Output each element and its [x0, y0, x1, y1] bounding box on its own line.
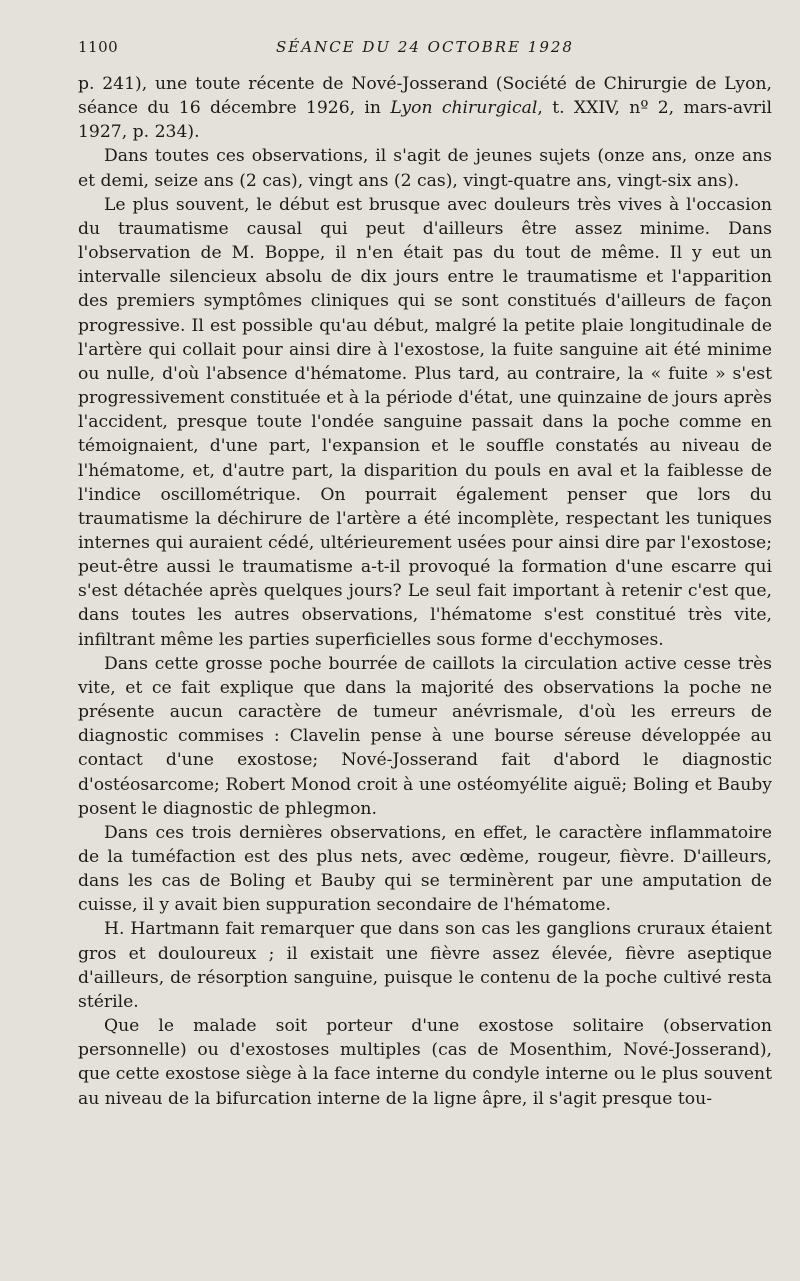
paragraph: Que le malade soit porteur d'une exostose solitaire (observation personnelle) ou d'exostoses multiples (cas de Mosenthim, Nové-Josserand), que cette exostose siège à la face interne du condyle interne ou le plus souvent au niveau de la bifurcation interne de la ligne âpre, il s'agit presque tou-: [78, 1016, 772, 1109]
paragraph-text: , t. XXIV, nº 2, mars-avril 1927, p. 234).: [78, 98, 773, 143]
page-header: [78, 34, 772, 64]
paragraph: Dans cette grosse poche bourrée de caillots la circulation active cesse très vite, et ce fait explique que dans la majorité des observations la poche ne présente aucun caractère de tumeur anévrismale, d'où les erreurs de diagnostic commises : Clavelin pense à une bourse séreuse développée au contact d'une exostose; Nové-Josserand fait d'abord le diagnostic d'ostéosarcome; Robert Monod croit à une ostéomyélite aiguë; Boling et Bauby posent le diagnostic de phlegmon.: [78, 653, 772, 819]
paragraph: Dans toutes ces observations, il s'agit de jeunes sujets (onze ans, onze ans et demi, seize ans (2 cas), vingt ans (2 cas), vingt-quatre ans, vingt-six ans).: [78, 146, 772, 191]
body-text: [78, 72, 772, 1111]
paragraph: Le plus souvent, le début est brusque avec douleurs très vives à l'occasion du traumatisme causal qui peut d'ailleurs être assez minime. Dans l'observation de M. Boppe, il n'en était pas du tout de même. Il y eut un intervalle silencieux absolu de dix jours entre le traumatisme et l'apparition des premiers symptômes cliniques qui se sont constitués d'ailleurs de façon progressive. Il est possible qu'au début, malgré la petite plaie longitudinale de l'artère qui collait pour ainsi dire à l'exostose, la fuite sanguine ait été minime ou nulle, d'où l'absence d'hématome. Plus tard, au contraire, la « fuite » s'est progressivement constituée et à la période d'état, une quinzaine de jours après l'accident, presque toute l'ondée sanguine passait dans la poche comme en témoignaient, d'une part, l'expansion et le souffle constatés au niveau de l'hématome, et, d'autre part, la disparition du pouls en aval et la faiblesse de l'indice oscillométrique. On pourrait également penser que lors du traumatisme la déchirure de l'artère a été incomplète, respectant les tuniques internes qui auraient cédé, ultérieurement usées pour ainsi dire par l'exostose; peut-être aussi le traumatisme a-t-il provoqué la formation d'une escarre qui s'est détachée après quelques jours? Le seul fait important à retenir c'est que, dans toutes les autres observations, l'hématome s'est constitué très vite, infiltrant même les parties superficielles sous forme d'ecchymoses.: [78, 194, 772, 650]
paragraph: Dans ces trois dernières observations, en effet, le caractère inflammatoire de la tuméfaction est des plus nets, avec œdème, rougeur, fièvre. D'ailleurs, dans les cas de Boling et Bauby qui se terminèrent par une amputation de cuisse, il y avait bien suppuration secondaire de l'hématome.: [78, 822, 772, 916]
paragraph: H. Hartmann fait remarquer que dans son cas les ganglions cruraux étaient gros et douloureux ; il existait une fièvre assez élevée, fièvre aseptique d'ailleurs, de résorption sanguine, puisque le contenu de la poche cultivé resta stérile.: [78, 919, 772, 1012]
paragraph-text: p. 241), une toute récente de Nové-Josserand (Société de Chirurgie de Lyon, séance du 16 décembre 1926, in: [78, 74, 772, 119]
journal-title: Lyon chirurgical: [390, 98, 538, 119]
running-title: SÉANCE DU 24 OCTOBRE 1928: [276, 38, 574, 56]
paragraph-continuation: [78, 72, 772, 144]
page-number: 1100: [78, 38, 119, 56]
